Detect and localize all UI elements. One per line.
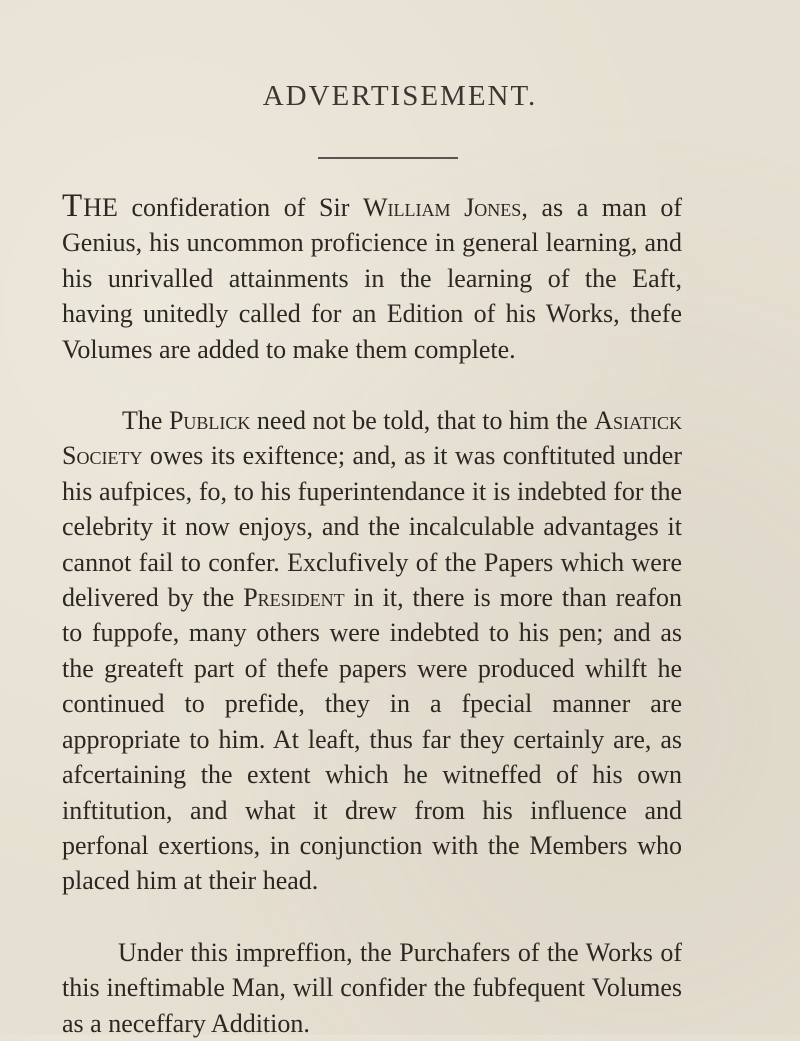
- title-divider: [318, 157, 458, 159]
- president-term: President: [243, 583, 345, 613]
- advertisement-body: [62, 190, 682, 1041]
- paragraph-1-text-b: , as a man of Genius, his uncommon proficience in general learning, and his unrivalled attainments in the learning of the Eaft, having unitedly called for an Edition of his Works, thefe Volumes are added to make them complete.: [62, 193, 682, 364]
- paragraph-2-text-c: owes its exiftence; and, as it was conftituted under his aufpices, fo, to his fuperintendance it is indebted for the celebrity it now enjoys, and the incalculable advantages it cannot fail to confer. Exclufively of the Papers which were delivered by the: [62, 441, 682, 613]
- paragraph-2: [62, 403, 682, 899]
- paragraph-1-text-a: confideration of Sir: [117, 193, 364, 222]
- society-name: Asiatick Society: [62, 406, 682, 471]
- paragraph-3: [62, 935, 682, 1041]
- page-title: ADVERTISEMENT.: [262, 80, 538, 112]
- drop-cap: T: [62, 188, 84, 224]
- paragraph-2-text-a: The: [122, 406, 169, 436]
- paragraph-2-text-d: in it, there is more than reafon to fuppofe, many others were indebted to his pen; and as the greateft part of thefe papers were produced whilft he continued to prefide, they in a fpecial manner are appropriate to him. At leaft, thus far they certainly are, as afcertaining the extent which he witneffed of his own inftitution, and what it drew from his influence and perfonal exertions, in conjunction with the Members who placed him at their head.: [62, 583, 682, 896]
- publick-term: Publick: [168, 406, 251, 436]
- lead-word: HE: [83, 193, 118, 222]
- author-name: William Jones: [363, 193, 522, 222]
- paragraph-3-text-a: Under this impreffion, the Purchafers of the Works of this ineftimable Man, will confider the fubfequent Volumes as a neceffary Addition.: [62, 937, 682, 1038]
- paragraph-1: [62, 190, 682, 367]
- paragraph-2-text-b: need not be told, that to him the: [250, 406, 595, 436]
